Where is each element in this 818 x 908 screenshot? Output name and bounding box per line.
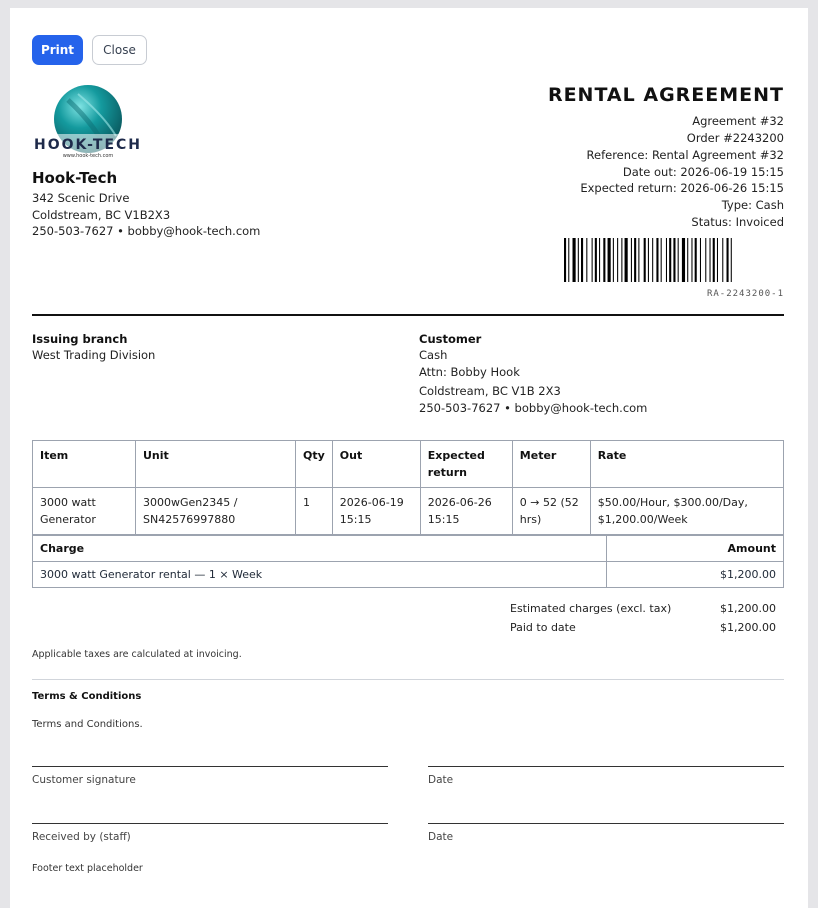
document-title: RENTAL AGREEMENT [547,84,784,106]
header-divider [32,314,784,316]
branch-value: West Trading Division [32,348,156,362]
customer-signature-label: Customer signature [32,774,136,786]
paid-to-date-value: $1,200.00 [720,621,776,634]
branch-label: Issuing branch [32,332,128,346]
close-button[interactable]: Close [92,35,147,65]
customer-date-line [428,766,784,767]
col-rate: Rate [590,441,783,488]
rate-cell: $50.00/Hour, $300.00/Day, $1,200.00/Week [590,488,783,535]
estimated-charges-label: Estimated charges (excl. tax) [510,602,672,615]
col-amount: Amount [607,536,784,562]
barcode [564,238,784,282]
staff-signature-line [32,823,388,824]
col-qty: Qty [296,441,333,488]
col-out: Out [332,441,420,488]
company-address-line2: Coldstream, BC V1B2X3 [32,208,171,222]
customer-label: Customer [419,332,482,346]
print-button[interactable]: Print [32,35,83,65]
terms-divider [32,679,784,680]
estimated-charges-value: $1,200.00 [720,602,776,615]
expected-return: Expected return: 2026-06-26 15:15 [580,181,784,195]
items-table [32,440,784,535]
meter-cell: 0 → 52 (52 hrs) [512,488,590,535]
barcode-text: RA-2243200-1 [706,289,784,299]
customer-name: Cash [419,348,448,362]
col-unit: Unit [136,441,296,488]
reference: Reference: Rental Agreement #32 [586,148,784,162]
paid-to-date-label: Paid to date [510,621,576,634]
company-logo [32,82,144,162]
charge-cell: 3000 watt Generator rental — 1 × Week [33,562,607,588]
agreement-type: Type: Cash [721,198,784,212]
qty-cell: 1 [296,488,333,535]
out-cell: 2026-06-19 15:15 [332,488,420,535]
expected-cell: 2026-06-26 15:15 [420,488,512,535]
amount-cell: $1,200.00 [607,562,784,588]
customer-date-label: Date [428,774,454,786]
logo-subtext: www.hook-tech.com [62,153,114,159]
agreement-status: Status: Invoiced [691,215,784,229]
company-address-line1: 342 Scenic Drive [32,191,130,205]
order-number: Order #2243200 [686,131,784,145]
company-name: Hook-Tech [32,169,118,187]
col-expected-return: Expected return [420,441,512,488]
col-item: Item [33,441,136,488]
terms-heading: Terms & Conditions [32,691,142,702]
unit-cell: 3000wGen2345 / SN42576997880 [136,488,296,535]
charges-table [32,535,784,588]
staff-signature-label: Received by (staff) [32,831,131,843]
company-contact: 250-503-7627 • bobby@hook-tech.com [32,224,261,238]
col-charge: Charge [33,536,607,562]
footer-text: Footer text placeholder [32,863,143,874]
customer-address: Coldstream, BC V1B 2X3 [419,384,561,398]
tax-note: Applicable taxes are calculated at invoicing. [32,649,242,660]
table-row [33,562,784,588]
agreement-number: Agreement #32 [692,114,784,128]
customer-signature-line [32,766,388,767]
staff-date-line [428,823,784,824]
customer-attn: Attn: Bobby Hook [419,365,520,379]
date-out: Date out: 2026-06-19 15:15 [622,165,784,179]
col-meter: Meter [512,441,590,488]
item-cell: 3000 watt Generator [33,488,136,535]
staff-date-label: Date [428,831,454,843]
customer-contact: 250-503-7627 • bobby@hook-tech.com [419,401,648,415]
table-row [33,488,784,535]
rental-agreement-page [10,8,808,908]
terms-body: Terms and Conditions. [32,719,143,730]
logo-text: HOOK-TECH [33,137,143,153]
